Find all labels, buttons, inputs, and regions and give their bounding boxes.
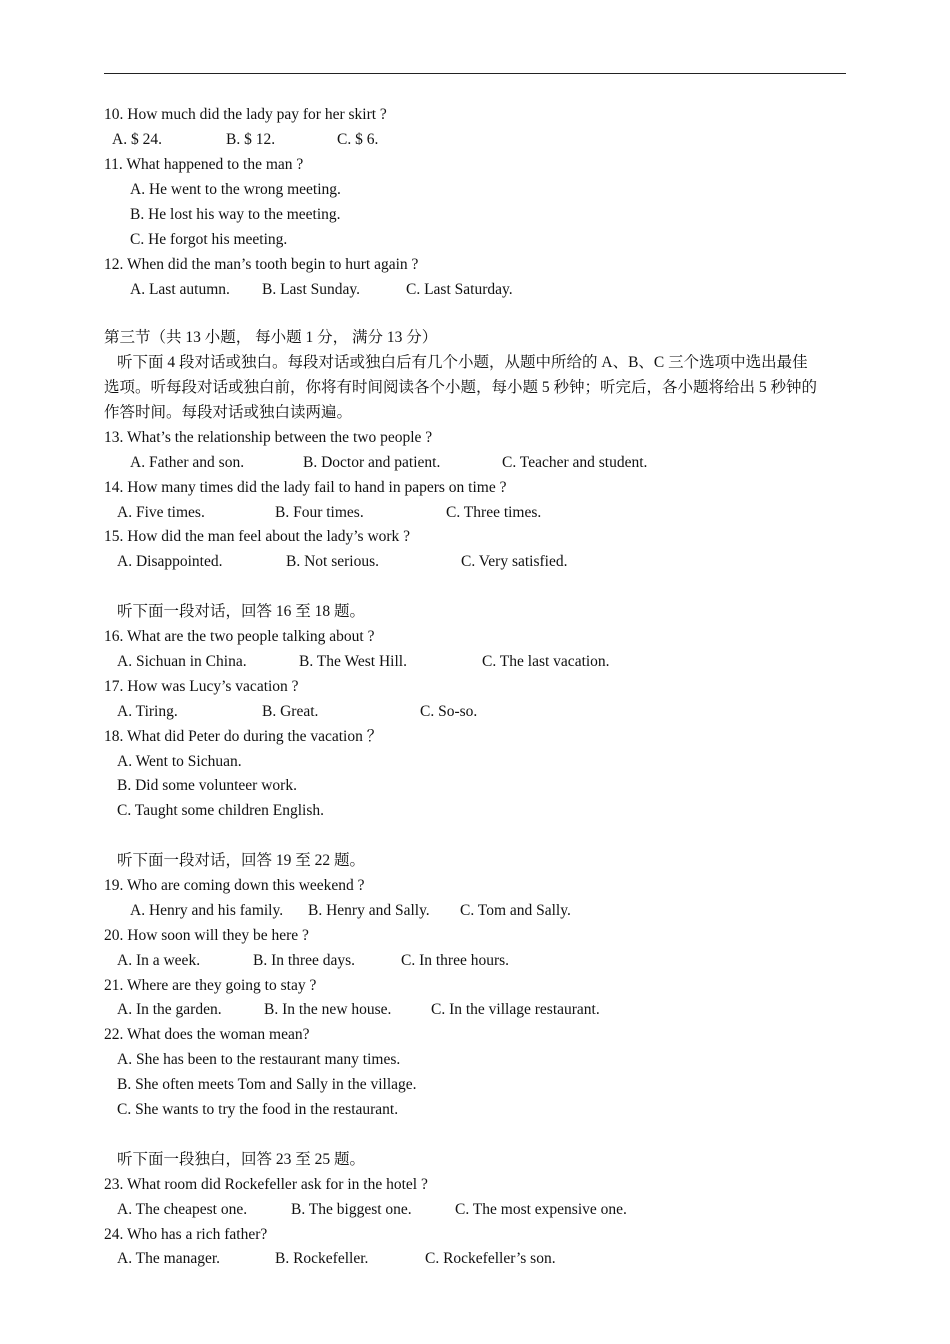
question-16-option-b: B. The West Hill. (299, 653, 407, 670)
question-18-option-a: A. Went to Sichuan. (117, 753, 242, 770)
question-21-option-b: B. In the new house. (264, 1001, 392, 1018)
question-19-option-a: A. Henry and his family. (130, 902, 284, 919)
question-10-stem: 10. How much did the lady pay for her skirt ? (104, 106, 387, 123)
header-rule (104, 73, 846, 74)
section-3-instructions-line-1: 听下面 4 段对话或独白。每段对话或独白后有几个小题，从题中所给的 A、B、C 三个选项中选出最佳 (117, 354, 808, 371)
question-24-option-a: A. The manager. (117, 1250, 221, 1267)
question-24-option-b: B. Rockefeller. (275, 1250, 369, 1267)
question-21-option-a: A. In the garden. (117, 1001, 222, 1018)
question-15-option-a: A. Disappointed. (117, 553, 223, 570)
question-22-option-b: B. She often meets Tom and Sally in the village. (117, 1076, 417, 1093)
question-14-option-a: A. Five times. (117, 504, 205, 521)
question-11-option-a: A. He went to the wrong meeting. (130, 181, 341, 198)
question-14-stem: 14. How many times did the lady fail to hand in papers on time ? (104, 479, 507, 496)
question-18-stem: 18. What did Peter do during the vacation ？ (104, 728, 383, 745)
question-20-option-a: A. In a week. (117, 952, 201, 969)
section-3-heading: 第三节（共 13 小题， 每小题 1 分， 满分 13 分） (104, 329, 438, 346)
question-17-option-b: B. Great. (262, 703, 319, 720)
question-20-stem: 20. How soon will they be here ? (104, 927, 309, 944)
question-13-option-b: B. Doctor and patient. (303, 454, 441, 471)
question-16-option-a: A. Sichuan in China. (117, 653, 247, 670)
question-10-option-c: C. $ 6. (337, 131, 379, 148)
question-23-option-a: A. The cheapest one. (117, 1201, 248, 1218)
question-24-stem: 24. Who has a rich father? (104, 1226, 268, 1243)
question-22-option-a: A. She has been to the restaurant many times. (117, 1051, 401, 1068)
question-20-option-b: B. In three days. (253, 952, 356, 969)
question-14-option-b: B. Four times. (275, 504, 364, 521)
question-19-option-b: B. Henry and Sally. (308, 902, 430, 919)
question-10-option-a: A. $ 24. (112, 131, 162, 148)
question-13-option-c: C. Teacher and student. (502, 454, 648, 471)
question-19-option-c: C. Tom and Sally. (460, 902, 571, 919)
dialogue-intro-19-22: 听下面一段对话，回答 19 至 22 题。 (117, 852, 366, 869)
question-21-stem: 21. Where are they going to stay ? (104, 977, 317, 994)
question-11-option-c: C. He forgot his meeting. (130, 231, 288, 248)
question-12-option-c: C. Last Saturday. (406, 281, 513, 298)
question-12-option-b: B. Last Sunday. (262, 281, 361, 298)
question-13-stem: 13. What’s the relationship between the two people ? (104, 429, 433, 446)
question-11-option-b: B. He lost his way to the meeting. (130, 206, 341, 223)
section-3-instructions-line-2: 选项。听每段对话或独白前，你将有时间阅读各个小题，每小题 5 秒钟；听完后，各小题将给出 5 秒钟的 (104, 379, 818, 396)
question-15-stem: 15. How did the man feel about the lady’s work ? (104, 528, 411, 545)
dialogue-intro-16-18: 听下面一段对话，回答 16 至 18 题。 (117, 603, 366, 620)
question-15-option-b: B. Not serious. (286, 553, 379, 570)
question-24-option-c: C. Rockefeller’s son. (425, 1250, 556, 1267)
question-12-stem: 12. When did the man’s tooth begin to hurt again ? (104, 256, 419, 273)
monologue-intro-23-25: 听下面一段独白，回答 23 至 25 题。 (117, 1151, 366, 1168)
question-21-option-c: C. In the village restaurant. (431, 1001, 600, 1018)
question-23-stem: 23. What room did Rockefeller ask for in the hotel ? (104, 1176, 428, 1193)
question-18-option-b: B. Did some volunteer work. (117, 777, 297, 794)
question-22-option-c: C. She wants to try the food in the restaurant. (117, 1101, 399, 1118)
question-10-option-b: B. $ 12. (226, 131, 276, 148)
question-23-option-c: C. The most expensive one. (455, 1201, 627, 1218)
question-12-option-a: A. Last autumn. (130, 281, 230, 298)
question-17-option-a: A. Tiring. (117, 703, 178, 720)
question-17-stem: 17. How was Lucy’s vacation ? (104, 678, 299, 695)
question-17-option-c: C. So-so. (420, 703, 478, 720)
question-13-option-a: A. Father and son. (130, 454, 245, 471)
question-16-stem: 16. What are the two people talking about ? (104, 628, 375, 645)
question-19-stem: 19. Who are coming down this weekend ? (104, 877, 365, 894)
question-16-option-c: C. The last vacation. (482, 653, 610, 670)
question-18-option-c: C. Taught some children English. (117, 802, 324, 819)
question-15-option-c: C. Very satisfied. (461, 553, 568, 570)
question-23-option-b: B. The biggest one. (291, 1201, 412, 1218)
question-22-stem: 22. What does the woman mean? (104, 1026, 310, 1043)
question-11-stem: 11. What happened to the man ? (104, 156, 304, 173)
question-20-option-c: C. In three hours. (401, 952, 510, 969)
section-3-instructions-line-3: 作答时间。每段对话或独白读两遍。 (104, 404, 353, 421)
question-14-option-c: C. Three times. (446, 504, 542, 521)
